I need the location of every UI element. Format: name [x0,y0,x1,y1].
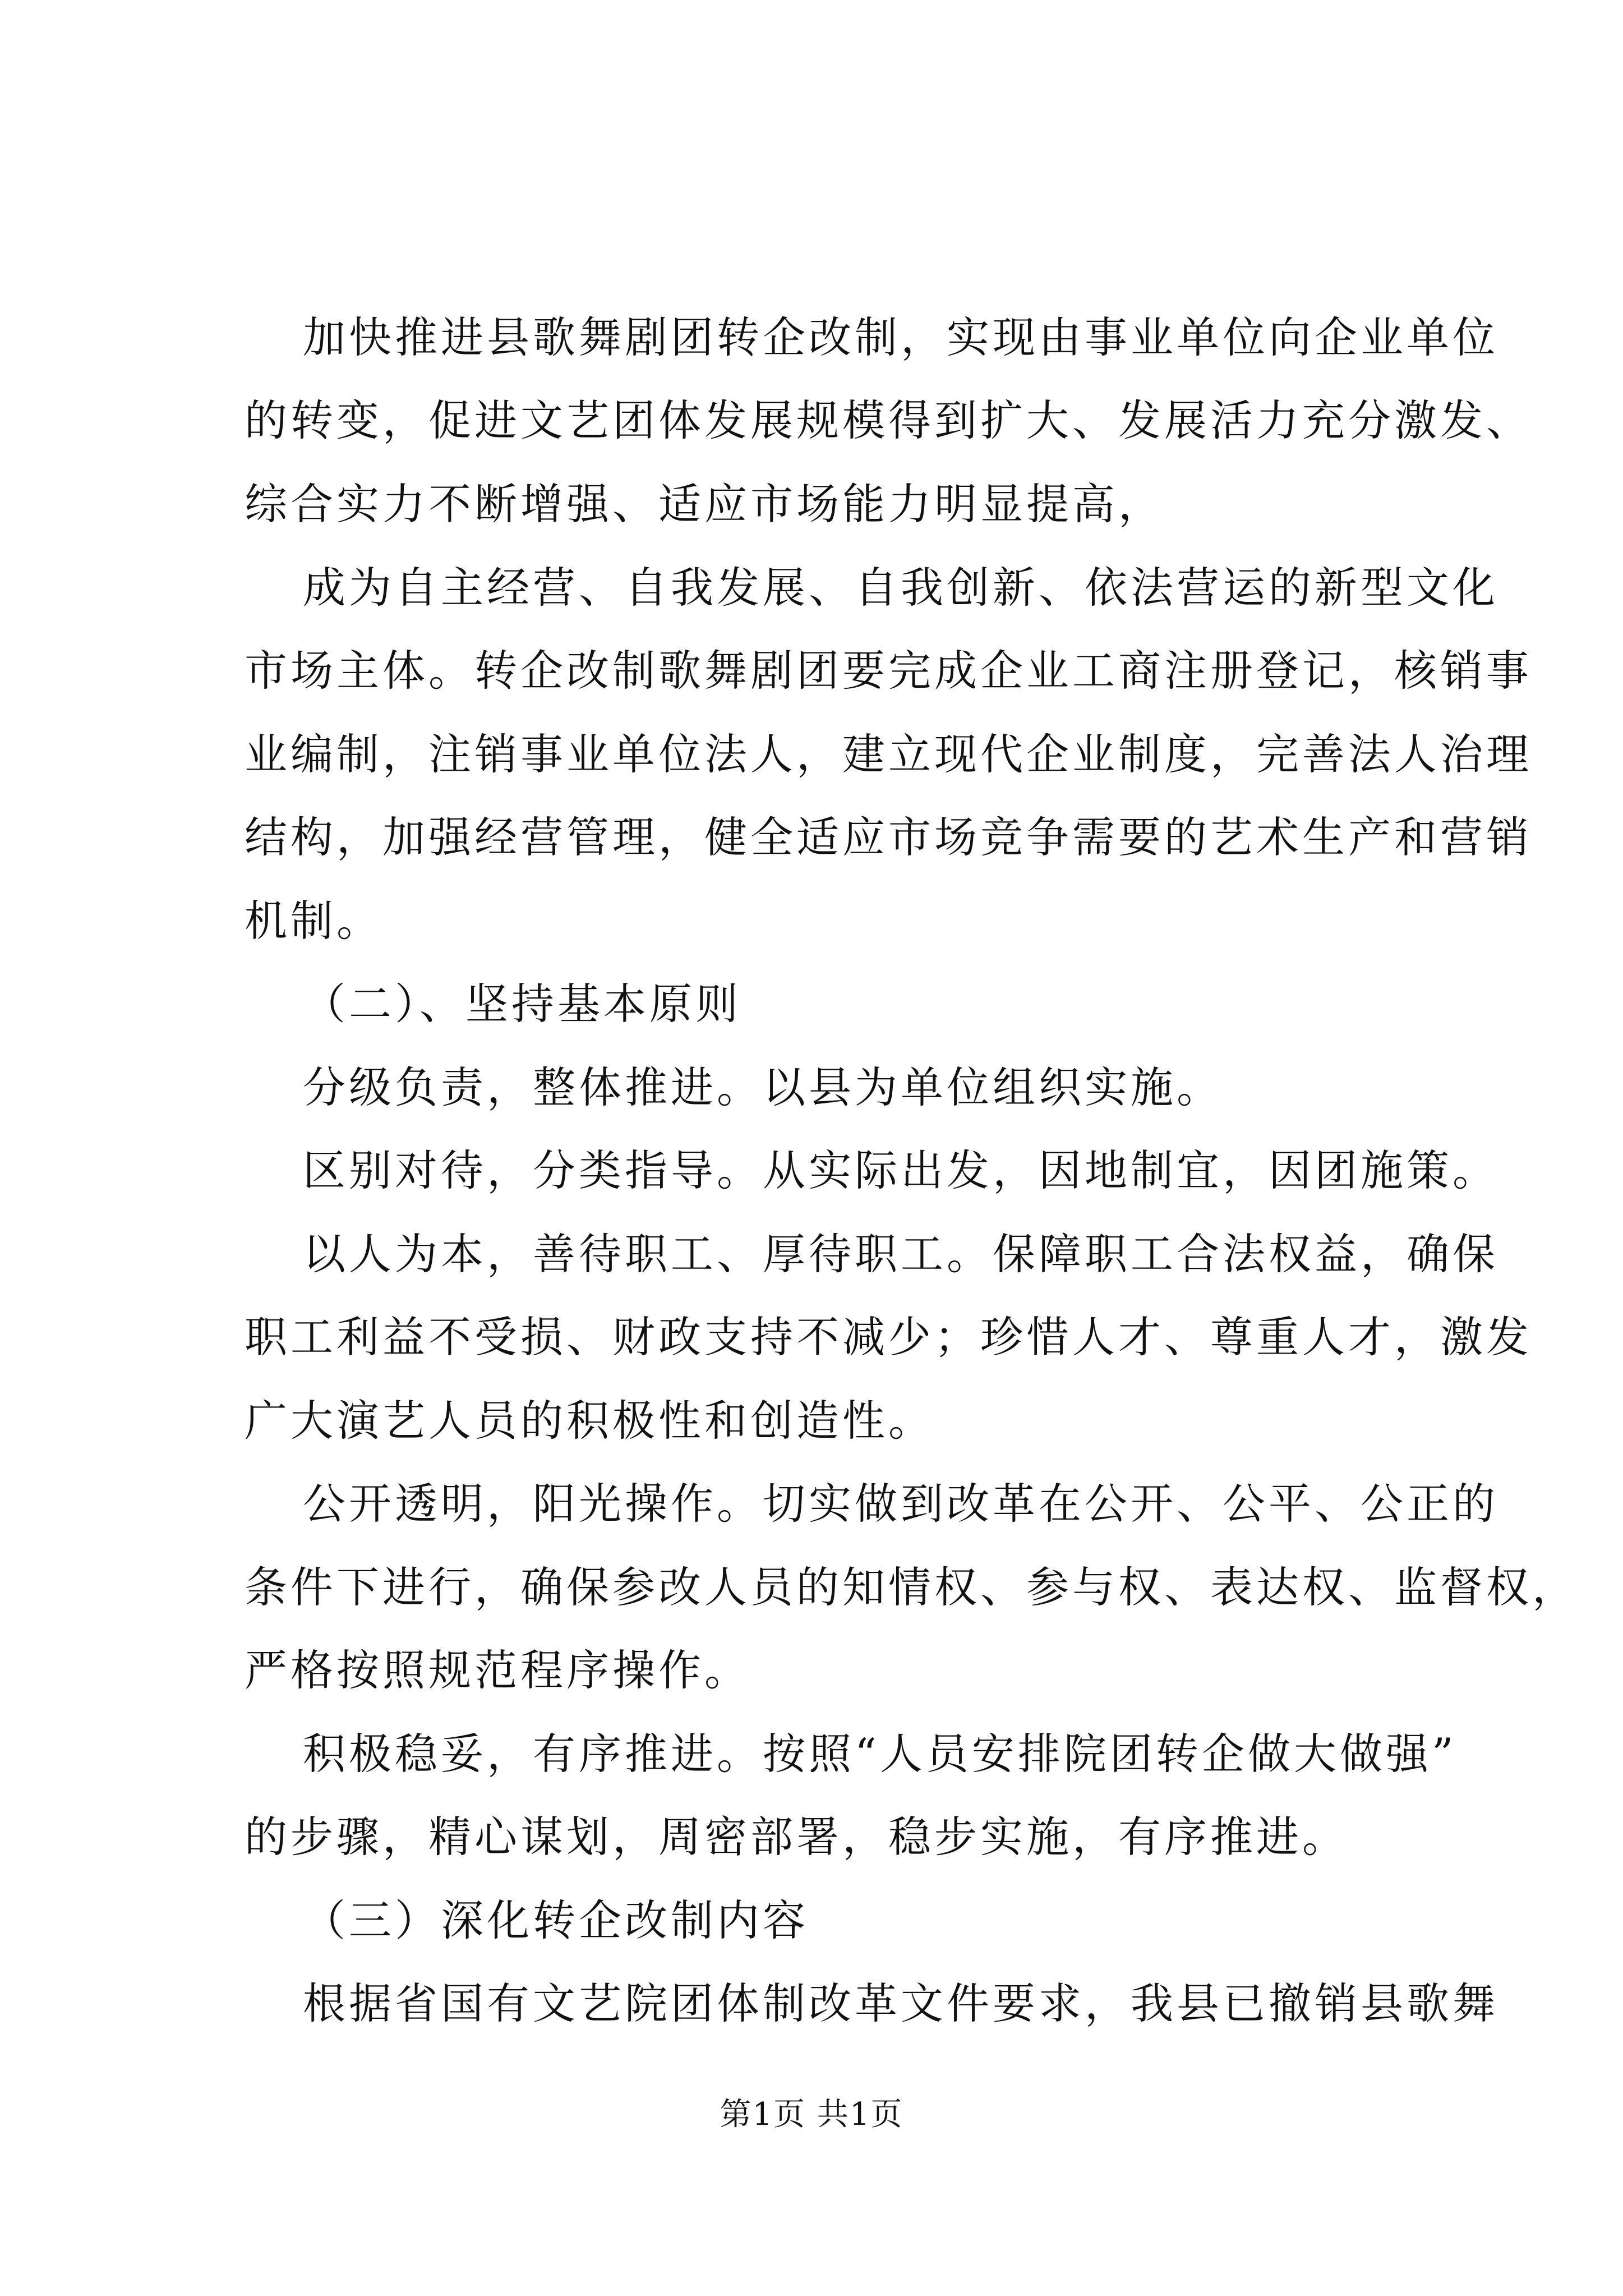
paragraph-line: 根据省国有文艺院团体制改革文件要求，我县已撤销县歌舞 [303,1978,1498,2028]
paragraph-line: 综合实力不断增强、适应市场能力明显提高， [245,479,1164,529]
section-heading: （三）深化转企改制内容 [303,1895,809,1945]
paragraph-line: 分级负责，整体推进。以县为单位组织实施。 [303,1062,1223,1112]
page-number-footer: 第1页 共1页 [720,2096,903,2133]
paragraph-line: 业编制，注销事业单位法人，建立现代企业制度，完善法人治理 [245,729,1532,779]
paragraph-line: 结构，加强经营管理，健全适应市场竞争需要的艺术生产和营销 [245,812,1532,862]
paragraph-line: 条件下进行，确保参改人员的知情权、参与权、表达权、监督权， [245,1562,1578,1612]
paragraph-line: 职工利益不受损、财政支持不减少；珍惜人才、尊重人才，激发 [245,1312,1532,1362]
section-heading: （二）、坚持基本原则 [303,979,741,1029]
paragraph-line: 的转变，促进文艺团体发展规模得到扩大、发展活力充分激发、 [245,395,1532,445]
paragraph-line: 的步骤，精心谋划，周密部署，稳步实施，有序推进。 [245,1812,1348,1862]
paragraph-line: 机制。 [245,896,382,946]
paragraph-line: 加快推进县歌舞剧团转企改制，实现由事业单位向企业单位 [303,312,1498,362]
paragraph-line: 广大演艺人员的积极性和创造性。 [245,1396,934,1446]
paragraph-line: 积极稳妥，有序推进。按照“人员安排院团转企做大做强” [303,1729,1457,1779]
paragraph-line: 严格按照规范程序操作。 [245,1645,750,1695]
paragraph-line: 以人为本，善待职工、厚待职工。保障职工合法权益，确保 [303,1229,1498,1279]
paragraph-line: 成为自主经营、自我发展、自我创新、依法营运的新型文化 [303,563,1498,613]
paragraph-line: 公开透明，阳光操作。切实做到改革在公开、公平、公正的 [303,1479,1498,1529]
paragraph-line: 市场主体。转企改制歌舞剧团要完成企业工商注册登记，核销事 [245,646,1532,696]
paragraph-line: 区别对待，分类指导。从实际出发，因地制宜，因团施策。 [303,1145,1498,1195]
